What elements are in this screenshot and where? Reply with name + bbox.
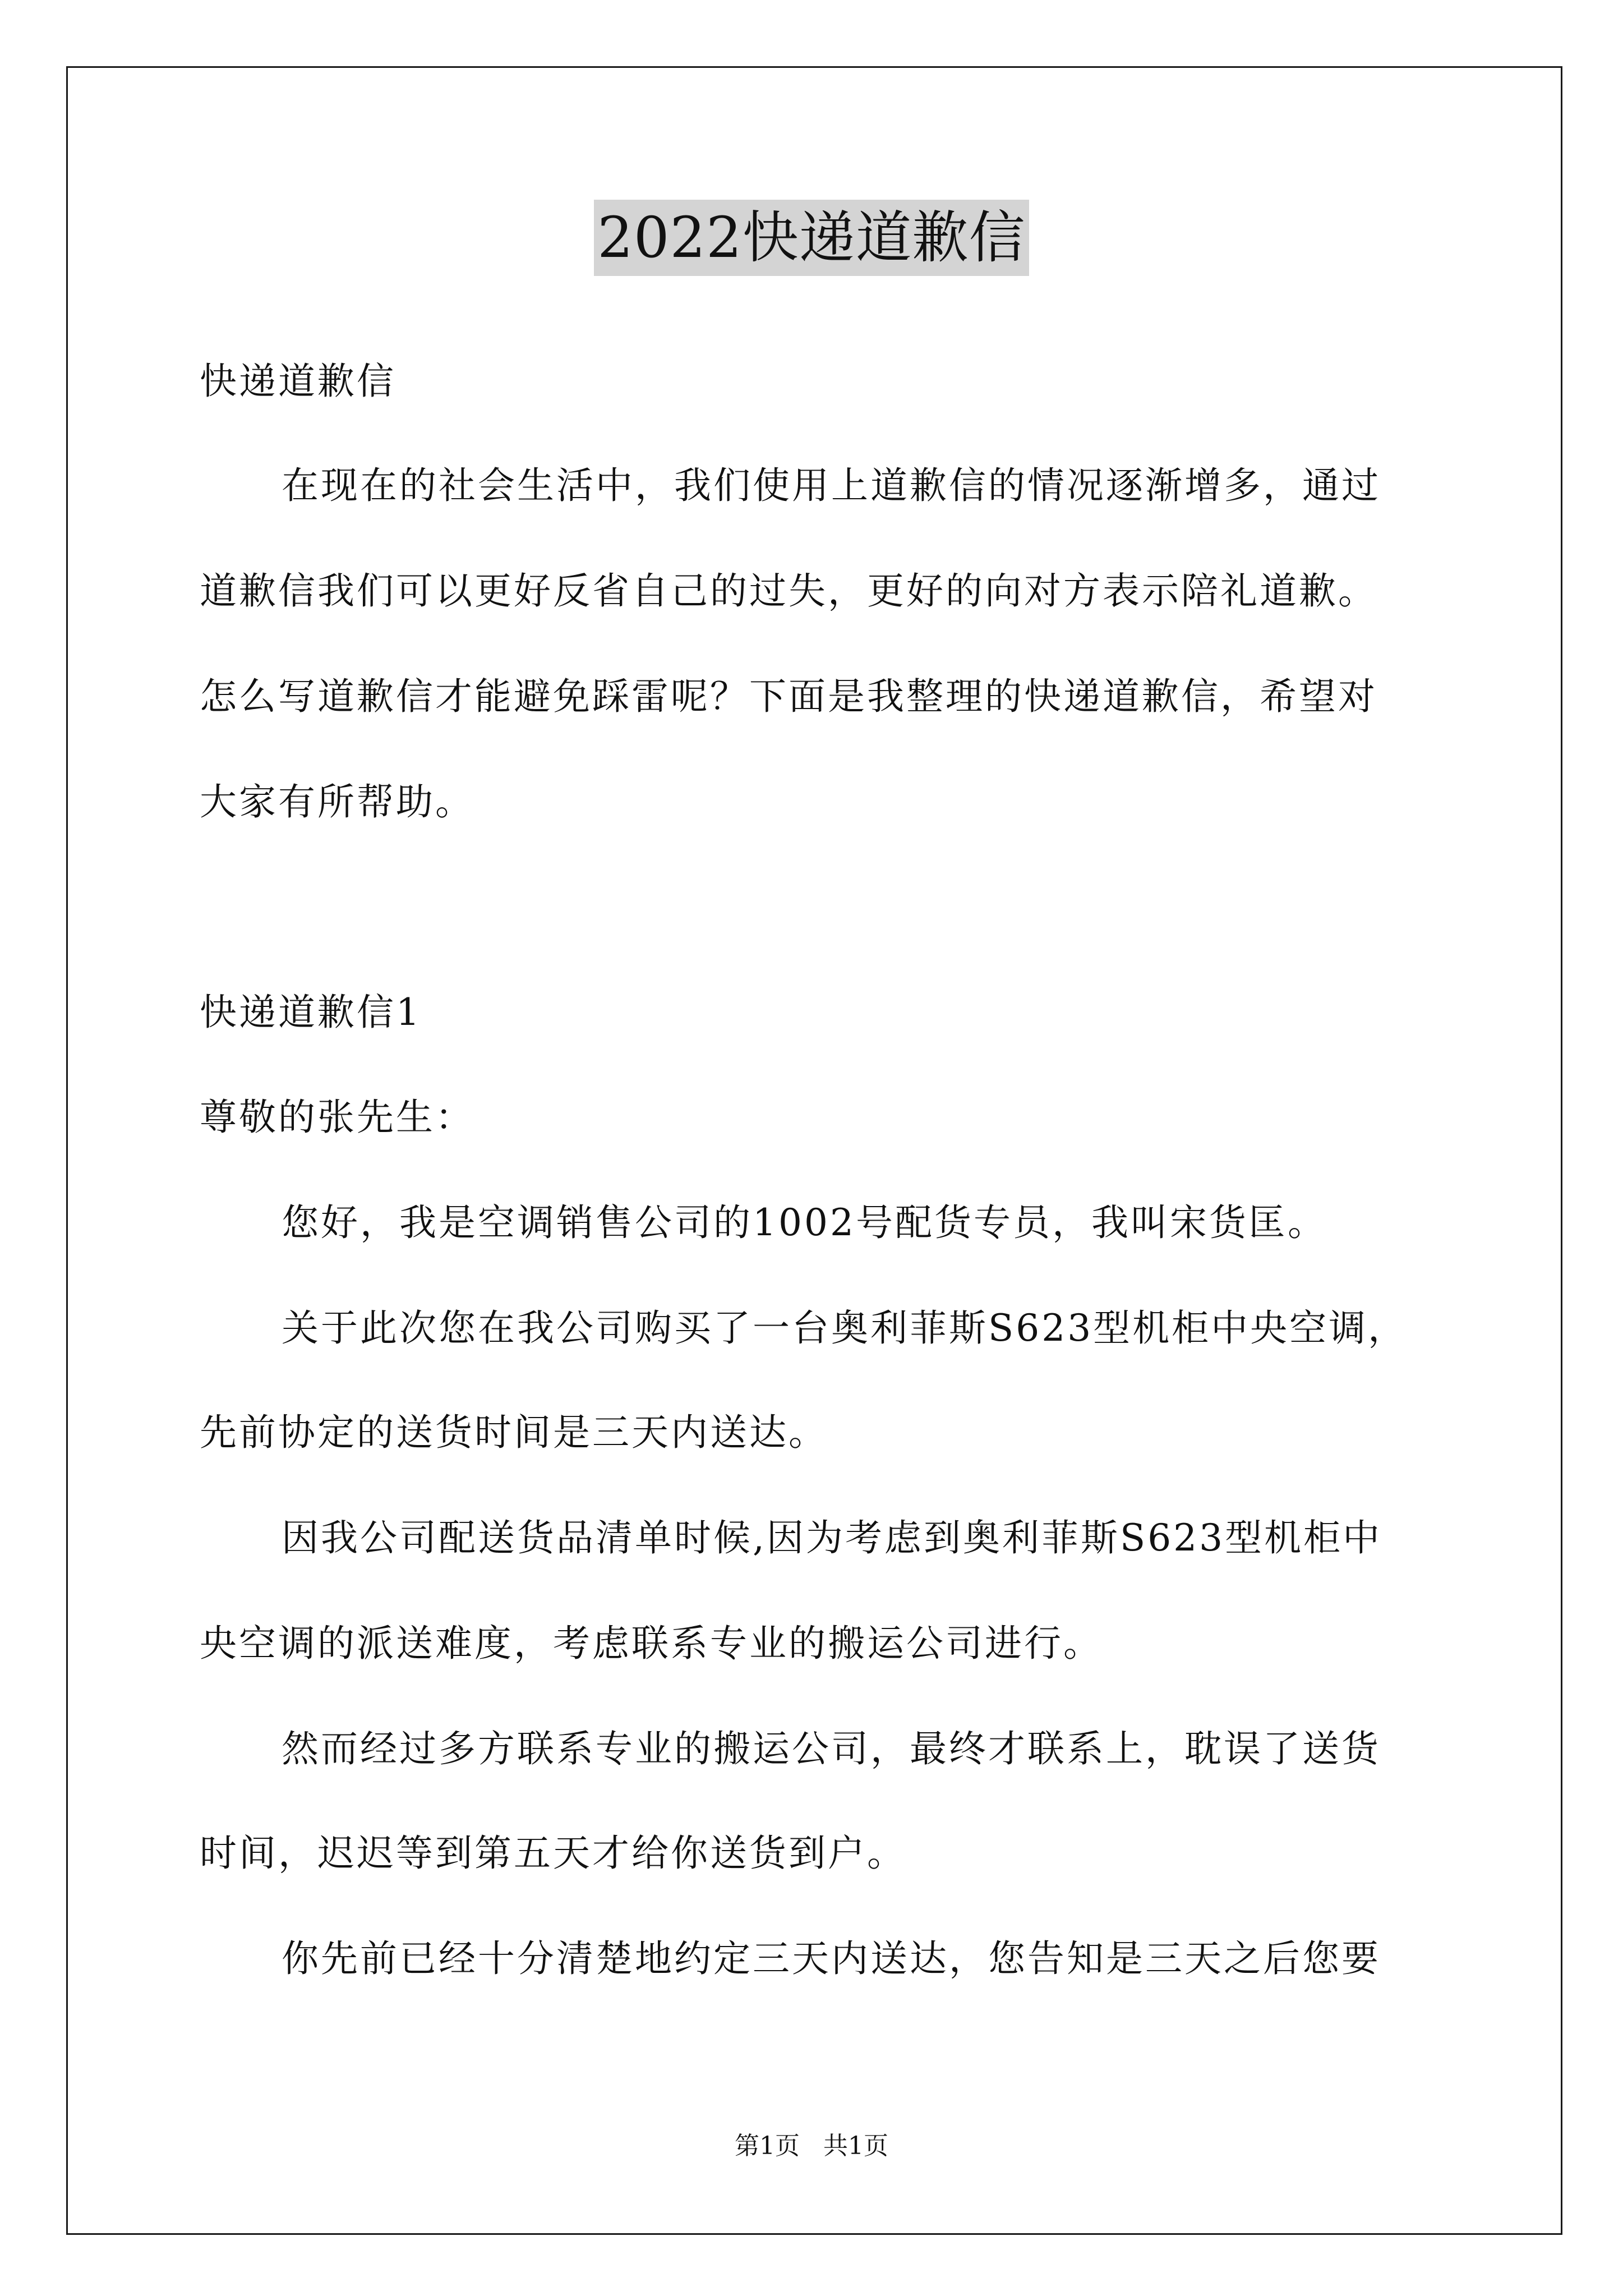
paragraph-line: 道歉信我们可以更好反省自己的过失，更好的向对方表示陪礼道歉。 [200, 569, 1377, 613]
paragraph-line: 您好，我是空调销售公司的1002号配货专员，我叫宋货匡。 [282, 1201, 1327, 1244]
page-footer: 第1页 共1页 [735, 2132, 888, 2160]
salutation: 尊敬的张先生： [200, 1096, 474, 1139]
section-heading: 快递道歉信1 [200, 991, 422, 1034]
paragraph-line: 大家有所帮助。 [200, 780, 474, 823]
document-title: 2022快递道歉信 [594, 200, 1029, 276]
paragraph-line: 你先前已经十分清楚地约定三天内送达，您告知是三天之后您要 [282, 1937, 1381, 1980]
paragraph-line: 怎么写道歉信才能避免踩雷呢？下面是我整理的快递道歉信，希望对 [200, 675, 1377, 718]
paragraph-line: 在现在的社会生活中，我们使用上道歉信的情况逐渐增多，通过 [282, 464, 1381, 507]
paragraph-line: 关于此次您在我公司购买了一台奥利菲斯S623型机柜中央空调， [282, 1306, 1408, 1350]
paragraph-line: 时间，迟迟等到第五天才给你送货到户。 [200, 1832, 906, 1875]
paragraph-line: 然而经过多方联系专业的搬运公司，最终才联系上，耽误了送货 [282, 1727, 1381, 1770]
intro-heading: 快递道歉信 [200, 360, 396, 403]
paragraph-line: 先前协定的送货时间是三天内送达。 [200, 1411, 828, 1454]
paragraph-line: 因我公司配送货品清单时候,因为考虑到奥利菲斯S623型机柜中 [282, 1516, 1382, 1559]
title-wrap [0, 200, 1623, 276]
paragraph-line: 央空调的派送难度，考虑联系专业的搬运公司进行。 [200, 1622, 1103, 1665]
